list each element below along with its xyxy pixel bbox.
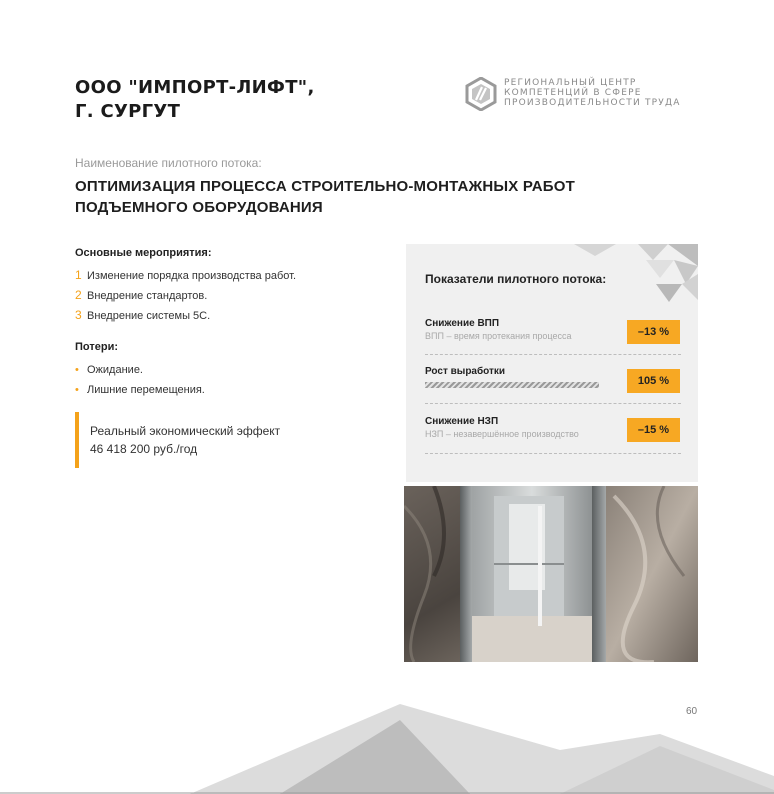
effect-label: Реальный экономический эффект — [90, 424, 281, 438]
list-text: Ожидание. — [87, 364, 143, 376]
flow-title — [75, 176, 595, 218]
flow-title-line-2: ПОДЪЕМНОГО ОБОРУДОВАНИЯ — [75, 199, 323, 216]
indicator-vpp — [425, 318, 625, 341]
company-city: Г. СУРГУТ — [75, 101, 181, 122]
list-number: 1 — [75, 268, 82, 282]
losses-heading: Потери: — [75, 341, 119, 353]
dotted-divider — [425, 354, 681, 355]
flow-label: Наименование пилотного потока: — [75, 156, 262, 170]
list-text: Лишние перемещения. — [87, 384, 205, 396]
list-item — [75, 380, 205, 400]
indicator-value-badge: –15 % — [627, 418, 680, 442]
losses-list — [75, 360, 205, 400]
indicator-name: Снижение ВПП — [425, 318, 500, 329]
indicator-name: Рост выработки — [425, 366, 506, 377]
indicator-nzp — [425, 416, 625, 439]
list-item — [75, 265, 296, 285]
company-name: ООО "ИМПОРТ-ЛИФТ", — [75, 77, 315, 98]
list-number: 3 — [75, 308, 82, 322]
dotted-divider — [425, 453, 681, 454]
indicator-value-badge: 105 % — [627, 369, 680, 393]
indicators-panel — [406, 244, 698, 482]
logo-line-2: КОМПЕТЕНЦИЙ В СФЕРЕ — [504, 88, 642, 98]
list-item — [75, 360, 205, 380]
activities-list — [75, 265, 296, 325]
mountain-decoration — [0, 690, 774, 794]
logo-line-3: ПРОИЗВОДИТЕЛЬНОСТИ ТРУДА — [504, 98, 681, 108]
flow-title-line-1: ОПТИМИЗАЦИЯ ПРОЦЕССА СТРОИТЕЛЬНО-МОНТАЖНЫХ РАБОТ — [75, 178, 575, 195]
logo-text — [504, 78, 681, 108]
dotted-divider — [425, 403, 681, 404]
list-text: Внедрение стандартов. — [87, 290, 208, 302]
list-item — [75, 285, 296, 305]
list-number: 2 — [75, 288, 82, 302]
indicator-output — [425, 366, 625, 388]
bullet-icon: • — [75, 364, 79, 376]
logo-line-1: РЕГИОНАЛЬНЫЙ ЦЕНТР — [504, 78, 637, 88]
indicator-progress-bar — [425, 382, 599, 388]
bullet-icon: • — [75, 384, 79, 396]
indicators-title: Показатели пилотного потока: — [425, 272, 607, 286]
indicator-description: ВПП – время протекания процесса — [425, 331, 572, 341]
page-number: 60 — [686, 706, 698, 717]
indicator-description: НЗП – незавершённое производство — [425, 429, 579, 439]
regional-center-logo — [464, 76, 714, 112]
indicator-name: Снижение НЗП — [425, 416, 499, 427]
list-text: Изменение порядка производства работ. — [87, 270, 296, 282]
activities-heading: Основные мероприятия: — [75, 247, 212, 259]
company-title — [75, 76, 375, 124]
hexagon-logo-icon — [464, 77, 498, 111]
economic-effect — [75, 412, 339, 468]
elevator-illustration — [404, 486, 698, 662]
indicator-value-badge: –13 % — [627, 320, 680, 344]
list-text: Внедрение системы 5С. — [87, 310, 211, 322]
list-item — [75, 305, 296, 325]
elevator-photo — [404, 486, 698, 662]
effect-value: 46 418 200 руб./год — [90, 442, 198, 456]
